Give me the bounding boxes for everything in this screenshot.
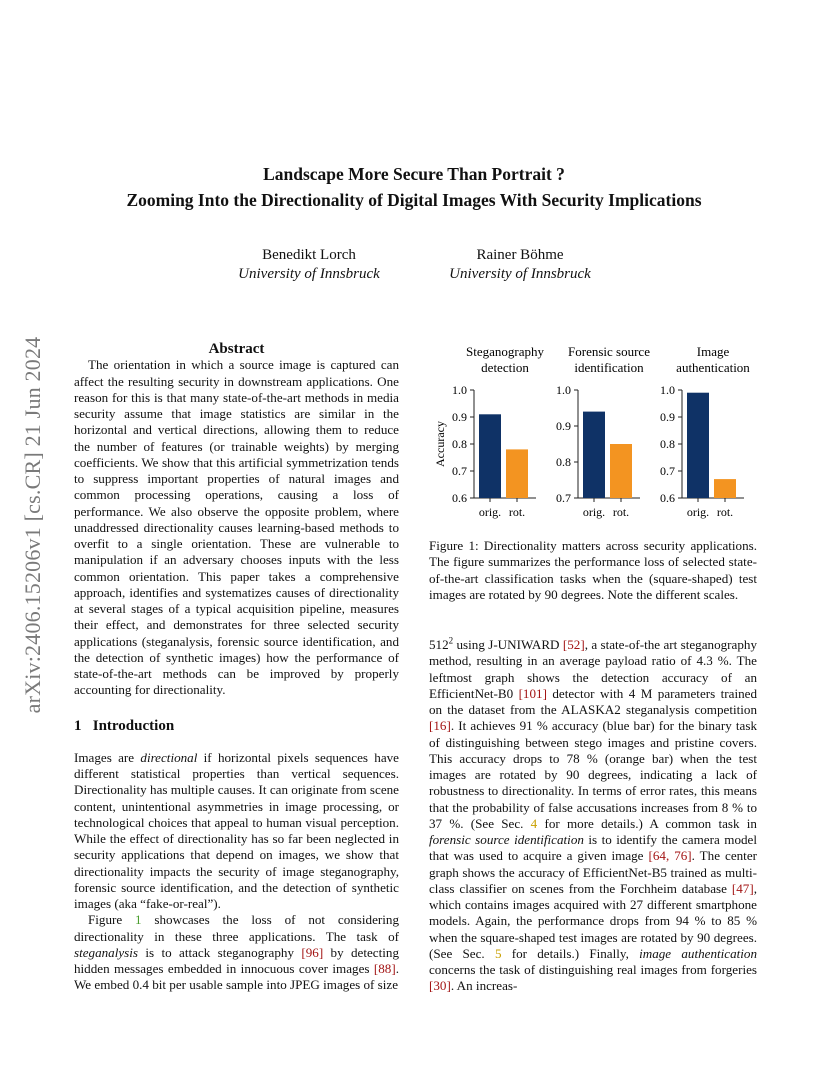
chart-title-line: detection: [481, 360, 529, 375]
x-tick-label: rot.: [716, 505, 734, 519]
arxiv-sidebar-stamp: [18, 290, 48, 760]
chart-panel-steganography: [433, 344, 544, 519]
author-name: Benedikt Lorch: [262, 247, 356, 263]
y-tick-label: 0.7: [452, 464, 467, 478]
section-heading-introduction: [74, 718, 399, 734]
chart-title-line: identification: [574, 360, 644, 375]
chart-title-line: authentication: [676, 360, 750, 375]
y-tick-label: 1.0: [452, 383, 467, 397]
x-tick-label: orig.: [686, 505, 710, 519]
y-tick-label: 0.7: [660, 464, 675, 478]
bar-rot: [714, 479, 736, 498]
chart-panel-forensic-source: [556, 344, 650, 519]
y-tick-label: 1.0: [556, 383, 571, 397]
intro-paragraph-1: Images are directional if horizontal pixels sequences have different statistical properties than vertical sequences. Directionality has multiple causes. It can originate from scene content, unintentional asymmetries in image processing, or technological choices that appeal to human visual perception. While the effect of directionality has so far been neglected in security applications that depend on images, we show that directionality impacts the security of image steganography, forensic source identification, and the detection of synthetic images (aka “fake-or-real”).: [74, 749, 399, 911]
citation-link[interactable]: [64, 76]: [648, 848, 692, 864]
figure-1-caption: Figure 1: Directionality matters across security applications. The figure summarizes the performance loss of selected state-of-the-art classification tasks when the (square-shaped) test images are rotated by 90 degrees. Note the different scales.: [429, 538, 757, 602]
bar-orig: [479, 414, 501, 498]
chart-title-line: Steganography: [466, 344, 544, 359]
x-tick-label: rot.: [612, 505, 630, 519]
citation-link[interactable]: [88]: [373, 961, 396, 976]
x-tick-label: rot.: [508, 505, 526, 519]
right-paragraph: $512^2$ using J-UNIWARD [52], a state-of-the art steganography method, resulting in an average payload ratio of 4.3 %. The leftmost graph shows the detection accuracy of an EfficientNet-B0 [101] detector with 4 M parameters trained on the dataset from the ALASKA2 steganalysis competition [16]. It achieves 91 % accuracy (blue bar) for the binary task of distinguishing between stego images and pristine covers. This accuracy drops to 78 % (orange bar) when the test images are rotated by 90 degrees, indicating a lack of robustness to directionality. In terms of error rates, this means that the probability of false accusations increases from 8 % to 37 %. (See Sec. 4 for more details.) A common task in forensic source identification is to identify the camera model that was used to acquire a given image [64, 76]. The center graph shows the accuracy of EfficientNet-B5 trained as multi-class classifier on scenes from the Forchheim database [47], which contains images acquired with 27 different smartphone models. Again, the performance drops from 94 % to 85 % when the square-shaped test images are rotated by 90 degrees. (See Sec. 5 for details.) Finally, image authentication concerns the task of distinguishing real images from forgeries [30]. An increas-: [429, 635, 758, 994]
bar-rot: [506, 449, 528, 498]
figure-link[interactable]: 1: [135, 912, 142, 928]
author-affiliation: University of Innsbruck: [238, 266, 380, 282]
citation-link[interactable]: [101]: [518, 685, 547, 701]
chart-title-line: Image: [696, 344, 730, 359]
bar-orig: [687, 393, 709, 498]
y-tick-label: 0.7: [556, 491, 571, 505]
y-tick-label: 0.8: [556, 455, 571, 469]
section-title: Introduction: [92, 717, 175, 734]
chart-panel-image-authentication: [660, 344, 750, 519]
y-tick-label: 0.6: [452, 491, 467, 505]
section-number: 1: [74, 717, 82, 734]
chart-title-line: Forensic source: [568, 344, 650, 359]
figure-1-charts: [428, 340, 758, 530]
title-line-1: Landscape More Secure Than Portrait ?: [263, 164, 565, 184]
y-axis-label: Accuracy: [433, 421, 447, 467]
author-name: Rainer Böhme: [476, 247, 564, 263]
right-column-text: [429, 637, 757, 995]
author-affiliation: University of Innsbruck: [449, 266, 591, 282]
left-column: [74, 341, 399, 994]
author-block-2: [420, 246, 620, 284]
term-forensic-source-identification: forensic source identification: [429, 832, 584, 847]
bar-orig: [583, 412, 605, 498]
x-tick-label: orig.: [582, 505, 606, 519]
arxiv-identifier: arXiv:2406.15206v1 [cs.CR] 21 Jun 2024: [20, 336, 45, 714]
y-tick-label: 0.9: [452, 410, 467, 424]
y-tick-label: 1.0: [660, 383, 675, 397]
citation-link[interactable]: [30]: [429, 978, 451, 994]
abstract-heading: Abstract: [208, 341, 265, 357]
citation-link[interactable]: [52]: [562, 637, 585, 652]
abstract-text: The orientation in which a source image is captured can affect the resulting security in downstream applications. One reason for this is that many state-of-the-art methods in media security assume that image statistics are similar in the horizontal and vertical directions, allowing them to reduce the number of features (or trainable weights) by merging coefficients. We show that this artificial symmetrization tends to suppress important properties of natural images and common processing operations, causing a loss of performance. We also observe the opposite problem, where unaddressed directionality causes learning-based methods to overfit to a single orientation. These are vulnerable to manipulation if an adversary chooses inputs with the less common orientation. This paper takes a comprehensive approach, identifies and systematizes causes of directionality at several stages of a typical acquisition pipeline, measures their effect, and demonstrates for three selected security applications (steganalysis, forensic source identification, and the detection of synthetic images) how the performance of state-of-the-art methods can be improved by properly accounting for directionality.: [74, 357, 399, 698]
citation-link[interactable]: [47]: [731, 880, 754, 896]
intro-paragraph-2: Figure 1 showcases the loss of not considering directionality in these three applications. The task of steganalysis is to attack steganography [96] by detecting hidden messages embedded in innocuous cover images [88]. We embed 0.4 bit per usable sample into JPEG images of size: [74, 912, 399, 993]
citation-link[interactable]: [16]: [429, 718, 451, 734]
section-link[interactable]: 4: [530, 815, 538, 831]
y-tick-label: 0.8: [660, 437, 675, 451]
section-link[interactable]: 5: [494, 945, 502, 961]
author-block-1: [209, 246, 409, 284]
title-line-2: Zooming Into the Directionality of Digital Images With Security Implications: [126, 190, 702, 210]
y-tick-label: 0.9: [556, 419, 571, 433]
y-tick-label: 0.9: [660, 410, 675, 424]
y-tick-label: 0.6: [660, 491, 675, 505]
x-tick-label: orig.: [478, 505, 502, 519]
term-directional: directional: [140, 749, 198, 765]
paper-title: [0, 161, 828, 213]
term-image-authentication: image authentication: [639, 945, 757, 961]
term-steganalysis: steganalysis: [74, 944, 139, 960]
y-tick-label: 0.8: [452, 437, 467, 451]
bar-rot: [610, 444, 632, 498]
citation-link[interactable]: [96]: [301, 944, 324, 960]
